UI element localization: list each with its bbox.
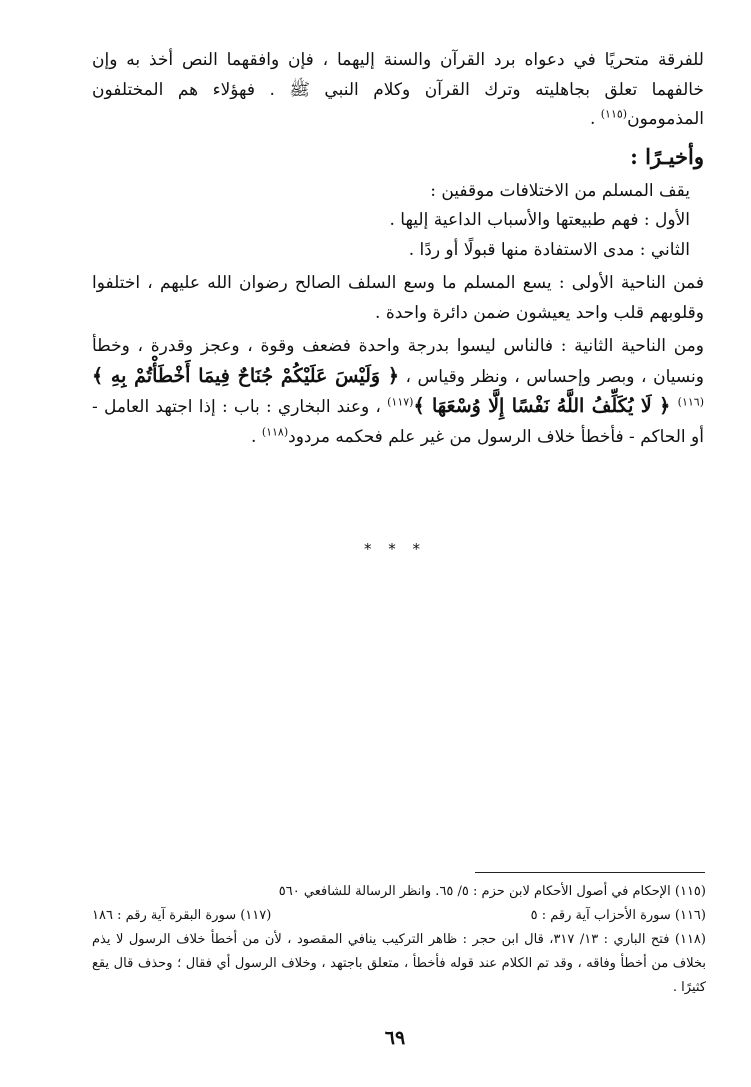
footnote-115: (١١٥) الإحكام في أصول الأحكام لابن حزم : ٥/ ٦٥. وانظر الرسالة للشافعي ٥٦٠ [278,884,706,899]
paragraph-3-start: ومن الناحية الثانية : فالناس ليسوا بدرجة واحدة فضعف وقوة ، وعجز وقدرة ، وخطأ ونسيان ، وبصر وإحساس ، ونظر وقياس ، [92,336,704,387]
page-number: ٦٩ [384,1027,406,1049]
paragraph-2: فمن الناحية الأولى : يسع المسلم ما وسع السلف الصالح رضوان الله عليهم ، اختلفوا وقلوبهم قلب واحد يعيشون ضمن دائرة واحدة . [92,273,704,323]
paragraph-1-text: للفرقة متحريًا في دعواه برد القرآن والسنة إليهما ، فإن وافقهما النص أخذ به وإن خالفهما تعلق بجاهليته وترك القرآن وكلام النبي ﷺ . فهؤلاء هم المختلفون المذمومون [92,50,704,129]
paragraph-1 [92,46,704,135]
footnote-row-116-117 [92,904,706,928]
footnote-117: (١١٧) سورة البقرة آية رقم : ١٨٦ [92,908,272,923]
footnote-ref-116: (١١٦) [677,395,704,409]
paragraph-1-end: . [589,109,601,129]
paragraph-3-close: . [251,426,262,447]
paragraph-3-end: ، وعند البخاري : باب : إذا اجتهد العامل - أو الحاكم - فأخطأ خلاف الرسول من غير علم فحكمه مردود [92,397,704,447]
first-position-line: الأول : فهم طبيعتها والأسباب الداعية إليها . [389,210,690,230]
footnote-rule [475,872,705,873]
intro-line: يقف المسلم من الاختلافات موقفين : [430,180,690,201]
footnotes [92,880,706,1000]
footnote-116: (١١٦) سورة الأحزاب آية رقم : ٥ [530,908,706,923]
footnote-118: (١١٨) فتح الباري : ١٣/ ٣١٧، قال ابن حجر : ظاهر التركيب ينافي المقصود ، لأن من أخطأ خلاف الرسول لا يذم بخلاف من أخطأ وفاقه ، وقد تم الكلام عند قوله فأخطأ ، متعلق باجتهد ، وخلاف الرسول أي فقال ؛ وحذف قال يقع كثيرًا . [92,932,706,995]
footnote-ref-117: (١١٧) [387,395,414,409]
footnote-ref-115: (١١٥) [600,107,628,121]
second-position-line: الثاني : مدى الاستفادة منها قبولًا أو ردًا . [408,239,690,260]
paragraph-3 [92,332,704,452]
section-separator: * * * [363,540,427,558]
main-text [92,46,704,452]
section-heading: وأخيـرًا : [630,143,704,169]
quran-verse-2: ﴿ لَا يُكَلِّفُ اللَّهُ نَفْسًا إِلَّا وُسْعَهَا ﴾ [413,395,678,417]
footnote-ref-118: (١١٨) [261,424,289,438]
quran-verse-1: ﴿ وَلَيْسَ عَلَيْكُمْ جُنَاحٌ فِيمَا أَخْطَأْتُمْ بِهِ ﴾ [92,364,399,387]
